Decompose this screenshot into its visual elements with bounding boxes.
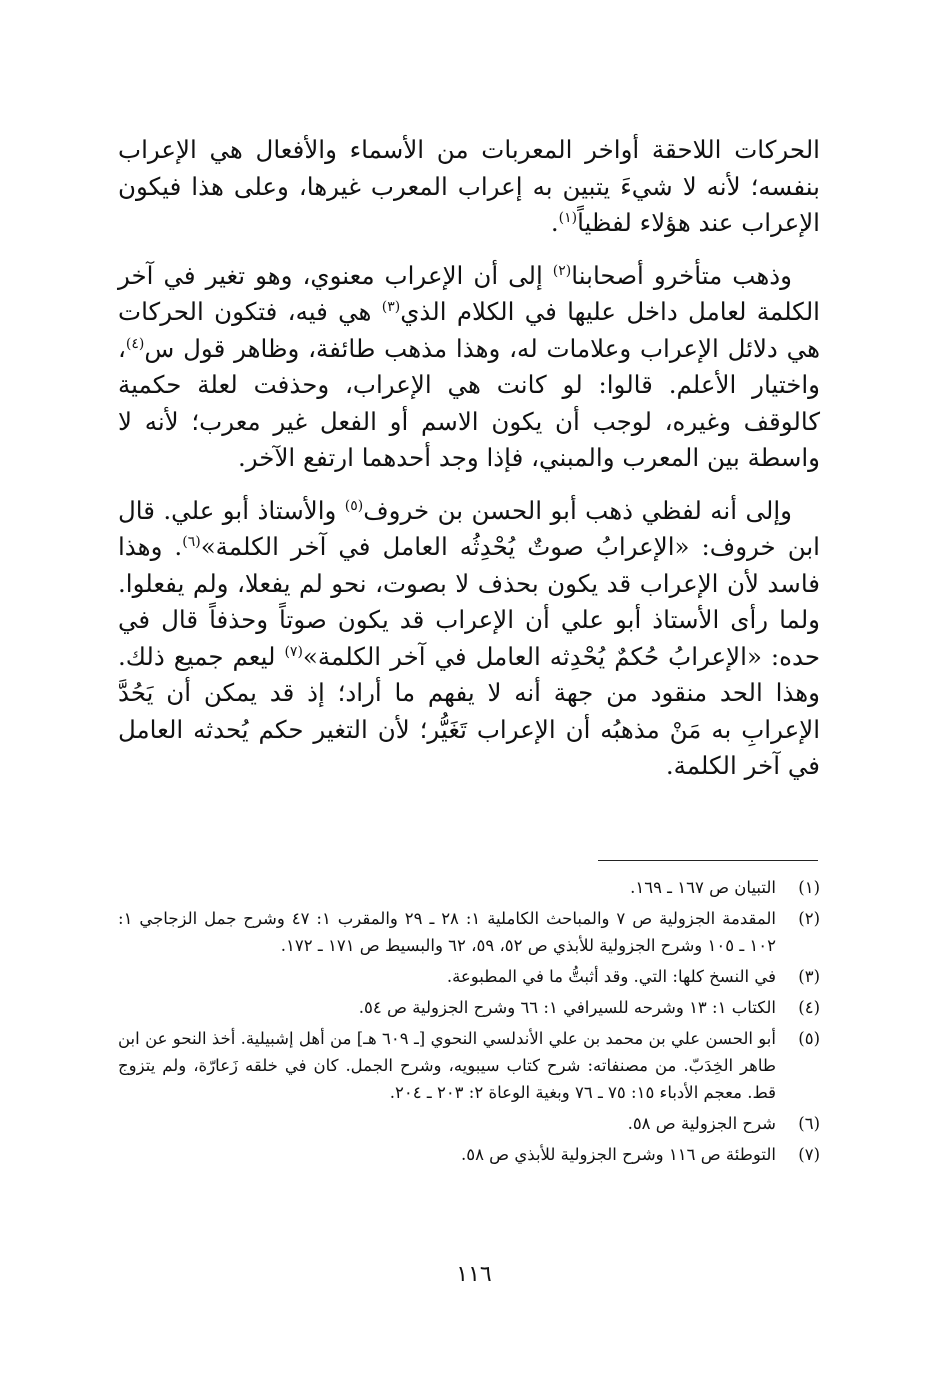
footnote-ref-5: (٥) — [344, 497, 364, 514]
paragraph-1: الحركات اللاحقة أواخر المعربات من الأسماء والأفعال هي الإعراب بنفسه؛ لأنه لا شيءَ يتبين به إعراب المعرب غيرها، وعلى هذا فيكون الإعراب عند هؤلاء لفظياً$^{(١)}$. — [118, 135, 820, 237]
footnotes — [118, 874, 820, 1172]
footnote-5 — [118, 1025, 820, 1106]
footnote-number: (٤) — [798, 998, 820, 1017]
footnote-text: التبيان ص ١٦٧ ـ ١٦٩. — [630, 878, 776, 897]
footnote-separator — [598, 860, 818, 861]
footnote-2 — [118, 905, 820, 959]
footnote-text: أبو الحسن علي بن محمد بن علي الأندلسي النحوي [ـ ٦٠٩ هـ] من أهل إشبيلية. أخذ النحو عن ابن طاهر الخِدَبّ. من مصنفاته: شرح كتاب سيبويه، وشرح الجمل. كان في خلقه زَعارّة، ولم يتزوج قط. معجم الأدباء ١٥: ٧٥ ـ ٧٦ وبغية الوعاة ٢: ٢٠٣ ـ ٢٠٤. — [118, 1029, 776, 1102]
footnote-text: الكتاب ١: ١٣ وشرحه للسيرافي ١: ٦٦ وشرح الجزولية ص ٥٤. — [358, 998, 776, 1017]
footnote-number: (١) — [798, 878, 820, 897]
footnote-text: التوطئة ص ١١٦ وشرح الجزولية للأبذي ص ٥٨. — [460, 1145, 776, 1164]
main-text — [118, 132, 820, 801]
footnote-1 — [118, 874, 820, 901]
paragraph-3: وإلى أنه لفظي ذهب أبو الحسن بن خروف$^{(٥)}$ والأستاذ أبو علي. قال ابن خروف: «الإعرابُ صوتٌ يُحْدِثُه العامل في آخر الكلمة»$^{(٦)}$. وهذا فاسد لأن الإعراب قد يكون بحذف لا بصوت، نحو لم يفعلا، ولم يفعلوا. ولما رأى الأستاذ أبو علي أن الإعراب قد يكون صوتاً وحذفاً قال في حده: «الإعرابُ حُكمٌ يُحْدِثه العامل في آخر الكلمة»$^{(٧)}$ ليعم جميع ذلك. وهذا الحد منقود من جهة أنه لا يفهم ما أراد؛ إذ قد يمكن أن يَحُدَّ الإعرابِ به مَنْ مذهبُه أن الإعراب تَغَيُّر؛ لأن التغير حكم يُحدثه العامل في آخر الكلمة. — [118, 495, 820, 780]
paragraph-2: وذهب متأخرو أصحابنا$^{(٢)}$ إلى أن الإعراب معنوي، وهو تغير في آخر الكلمة لعامل داخل عليها في الكلام الذي$^{(٣)}$ هي فيه، فتكون الحركات هي دلائل الإعراب وعلامات له، وهذا مذهب طائفة، وظاهر قول س$^{(٤)}$، واختيار الأعلم. قالوا: لو كانت هي الإعراب، وحذفت لعلة حكمية كالوقف وغيره، لوجب أن يكون الاسم أو الفعل غير معرب؛ لأنه لا واسطة بين المعرب والمبني، فإذا وجد أحدهما ارتفع الآخر. — [118, 260, 820, 472]
footnote-number: (٣) — [798, 967, 820, 986]
footnote-ref-4: (٤) — [125, 335, 145, 352]
footnote-6 — [118, 1110, 820, 1137]
footnote-text: المقدمة الجزولية ص ٧ والمباحث الكاملية ١: ٢٨ ـ ٢٩ والمقرب ١: ٤٧ وشرح جمل الزجاجي ١: ١٠٢ ـ ١٠٥ وشرح الجزولية للأبذي ص ٥٢، ٥٩، ٦٢ والبسيط ص ١٧١ ـ ١٧٢. — [118, 909, 777, 955]
footnote-4 — [118, 994, 820, 1021]
footnote-ref-7: (٧) — [284, 643, 303, 660]
footnote-ref-6: (٦) — [182, 533, 201, 550]
footnote-3 — [118, 963, 820, 990]
footnote-ref-1: (١) — [558, 209, 578, 226]
footnote-text: شرح الجزولية ص ٥٨. — [627, 1114, 776, 1133]
page-number: ١١٦ — [456, 1262, 492, 1287]
footnote-number: (٦) — [798, 1114, 820, 1133]
footnote-number: (٥) — [798, 1029, 820, 1048]
footnote-number: (٧) — [798, 1145, 820, 1164]
footnote-7 — [118, 1141, 820, 1168]
footnote-text: في النسخ كلها: التي. وقد أثبتُّ ما في المطبوعة. — [446, 967, 776, 986]
footnote-ref-2: (٢) — [552, 262, 572, 279]
footnote-ref-3: (٣) — [381, 298, 401, 315]
footnote-number: (٢) — [798, 909, 820, 928]
